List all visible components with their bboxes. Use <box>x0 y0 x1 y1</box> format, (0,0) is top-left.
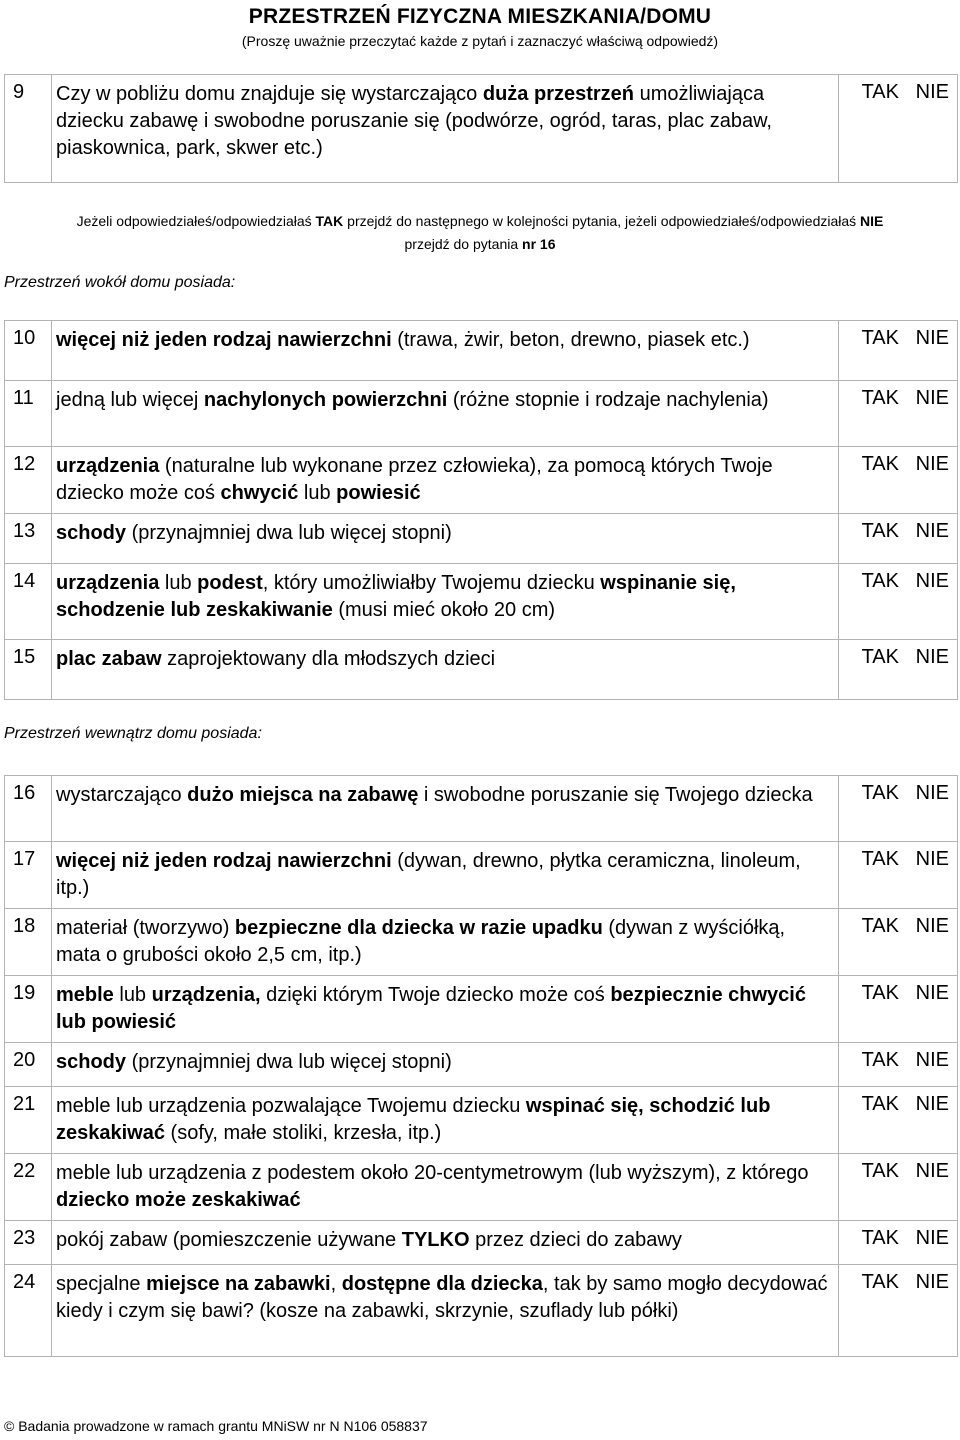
inside-questions-table <box>4 775 958 1357</box>
answer-yes[interactable]: TAK <box>861 782 899 804</box>
question-text-part: (dywan z wyściółką, mata o grubości około 2,5 cm, itp.) <box>56 917 786 966</box>
question-text-bold: schody <box>56 522 127 544</box>
answer-no[interactable]: NIE <box>915 915 949 937</box>
answer-no[interactable]: NIE <box>915 1271 949 1293</box>
page-title: PRZESTRZEŃ FIZYCZNA MIESZKANIA/DOMU <box>248 5 712 28</box>
page-subtitle: (Proszę uważnie przeczytać każde z pytań i zaznaczyć właściwą odpowiedź) <box>241 33 719 49</box>
question-number: 15 <box>5 640 52 700</box>
answer-options <box>839 909 958 976</box>
question-text-part: przez dzieci do zabawy <box>469 1229 682 1251</box>
question-text-bold: plac zabaw <box>56 648 162 670</box>
question-text <box>52 1087 839 1154</box>
question-9-table <box>4 74 958 183</box>
question-text <box>52 1043 839 1087</box>
question-text-part: wystarczająco <box>56 784 188 806</box>
question-row <box>5 1265 958 1357</box>
question-text <box>52 776 839 842</box>
question-text <box>52 447 839 514</box>
question-text <box>52 1221 839 1265</box>
answer-yes[interactable]: TAK <box>861 520 899 542</box>
question-text <box>52 514 839 564</box>
footer-copyright: © Badania prowadzone w ramach grantu MNiSW nr N N106 058837 <box>4 1418 428 1434</box>
answer-yes[interactable]: TAK <box>861 1271 899 1293</box>
answer-no[interactable]: NIE <box>915 453 949 475</box>
question-row <box>5 640 958 700</box>
question-text-bold: bezpiecznie chwycić lub powiesić <box>56 984 806 1033</box>
question-text-bold: dziecko może zeskakiwać <box>56 1189 301 1211</box>
answer-no[interactable]: NIE <box>915 646 949 668</box>
question-row <box>5 776 958 842</box>
question-text-part: jedną lub więcej <box>56 389 204 411</box>
question-text-bold: wspinanie się, schodzenie lub zeskakiwanie <box>56 572 736 621</box>
question-text-bold: urządzenia <box>56 455 160 477</box>
question-text-part: (sofy, małe stoliki, krzesła, itp.) <box>164 1122 442 1144</box>
answer-yes[interactable]: TAK <box>861 327 899 349</box>
answer-options <box>839 1043 958 1087</box>
question-text-part: (naturalne lub wykonane przez człowieka), za pomocą których Twoje dziecko może coś <box>56 455 773 504</box>
answer-no[interactable]: NIE <box>915 1227 949 1249</box>
question-text-part: lub <box>298 482 337 504</box>
outside-questions-table <box>4 320 958 700</box>
question-text-part: (przynajmniej dwa lub więcej stopni) <box>126 1051 452 1073</box>
question-number: 9 <box>5 75 52 183</box>
question-row <box>5 1087 958 1154</box>
question-number: 21 <box>5 1087 52 1154</box>
question-text-bold: wspinać się, schodzić lub zeskakiwać <box>56 1095 771 1144</box>
question-row <box>5 321 958 381</box>
answer-options <box>839 1087 958 1154</box>
answer-no[interactable]: NIE <box>915 848 949 870</box>
question-text-part: lub <box>113 984 152 1006</box>
question-text <box>52 909 839 976</box>
answer-yes[interactable]: TAK <box>861 387 899 409</box>
question-text-part: (musi mieć około 20 cm) <box>332 599 556 621</box>
answer-options <box>839 514 958 564</box>
answer-no[interactable]: NIE <box>915 782 949 804</box>
answer-options <box>839 75 958 183</box>
note-nie: NIE <box>860 213 884 229</box>
question-text <box>52 321 839 381</box>
question-row <box>5 381 958 447</box>
answer-options <box>839 976 958 1043</box>
question-row <box>5 1043 958 1087</box>
question-text-bold: schody <box>56 1051 127 1073</box>
question-text <box>52 381 839 447</box>
answer-options <box>839 640 958 700</box>
question-row <box>5 514 958 564</box>
answer-yes[interactable]: TAK <box>861 848 899 870</box>
question-number: 19 <box>5 976 52 1043</box>
question-text-part: umożliwiająca dziecku zabawę i swobodne poruszanie się (podwórze, ogród, taras, plac zabaw, piaskownica, park, skwer etc.) <box>56 83 772 159</box>
question-row <box>5 564 958 640</box>
question-text-bold: urządzenia, <box>151 984 261 1006</box>
question-text-bold: meble <box>56 984 114 1006</box>
question-number: 23 <box>5 1221 52 1265</box>
question-text-part: meble lub urządzenia z podestem około 20-centymetrowym (lub wyższym), z którego <box>56 1162 809 1184</box>
answer-yes[interactable]: TAK <box>861 1160 899 1182</box>
question-text-bold: bezpieczne dla dziecka w razie upadku <box>234 917 603 939</box>
question-text-part: (przynajmniej dwa lub więcej stopni) <box>126 522 452 544</box>
question-number: 13 <box>5 514 52 564</box>
note-text-1: Jeżeli odpowiedziałeś/odpowiedziałaś <box>76 213 316 229</box>
question-number: 18 <box>5 909 52 976</box>
question-text-part: dzięki którym Twoje dziecko może coś <box>260 984 611 1006</box>
question-text-part: (trawa, żwir, beton, drewno, piasek etc.) <box>391 329 750 351</box>
question-number: 17 <box>5 842 52 909</box>
question-text-part: (dywan, drewno, płytka ceramiczna, linoleum, itp.) <box>56 850 801 899</box>
question-text <box>52 842 839 909</box>
answer-no[interactable]: NIE <box>915 570 949 592</box>
question-text-bold: urządzenia <box>56 572 160 594</box>
question-row <box>5 842 958 909</box>
question-text-part: , tak by samo mogło decydować kiedy i czym się bawi? (kosze na zabawki, skrzynie, szuflady lub półki) <box>56 1273 828 1322</box>
note-tak: TAK <box>315 213 344 229</box>
question-row <box>5 1154 958 1221</box>
question-number: 22 <box>5 1154 52 1221</box>
answer-no[interactable]: NIE <box>915 520 949 542</box>
question-text-part: (różne stopnie i rodzaje nachylenia) <box>447 389 769 411</box>
answer-no[interactable]: NIE <box>915 387 949 409</box>
section-outside-heading: Przestrzeń wokół domu posiada: <box>4 274 236 291</box>
question-row <box>5 976 958 1043</box>
answer-yes[interactable]: TAK <box>861 81 899 103</box>
question-text <box>52 976 839 1043</box>
answer-options <box>839 776 958 842</box>
answer-options <box>839 321 958 381</box>
answer-no[interactable]: NIE <box>915 81 949 103</box>
question-row <box>5 1221 958 1265</box>
answer-no[interactable]: NIE <box>915 982 949 1004</box>
question-text <box>52 1265 839 1357</box>
answer-yes[interactable]: TAK <box>861 915 899 937</box>
question-text-part: , który umożliwiałby Twojemu dziecku <box>262 572 601 594</box>
answer-options <box>839 842 958 909</box>
note-question-number: nr 16 <box>522 236 556 252</box>
question-number: 12 <box>5 447 52 514</box>
answer-options <box>839 1154 958 1221</box>
question-text-bold: chwycić <box>220 482 299 504</box>
question-text <box>52 564 839 640</box>
question-text-bold: powiesić <box>336 482 421 504</box>
question-text-bold: podest <box>197 572 263 594</box>
question-row <box>5 75 958 183</box>
answer-yes[interactable]: TAK <box>861 1049 899 1071</box>
question-text-bold: więcej niż jeden rodzaj nawierzchni <box>56 329 392 351</box>
question-text-part: specjalne <box>56 1273 147 1295</box>
question-text-bold: nachylonych powierzchni <box>203 389 448 411</box>
question-text-bold: dużo miejsca na zabawę <box>187 784 419 806</box>
question-text-part: materiał (tworzywo) <box>56 917 235 939</box>
answer-yes[interactable]: TAK <box>861 1093 899 1115</box>
answer-yes[interactable]: TAK <box>861 1227 899 1249</box>
question-number: 20 <box>5 1043 52 1087</box>
question-number: 11 <box>5 381 52 447</box>
question-text <box>52 1154 839 1221</box>
answer-options <box>839 447 958 514</box>
question-text-bold: dostępne dla dziecka <box>341 1273 543 1295</box>
answer-options <box>839 1221 958 1265</box>
question-text <box>52 640 839 700</box>
answer-yes[interactable]: TAK <box>861 453 899 475</box>
question-text-part: Czy w pobliżu domu znajduje się wystarczająco <box>56 83 483 105</box>
question-text-part: pokój zabaw (pomieszczenie używane <box>56 1229 402 1251</box>
answer-options <box>839 564 958 640</box>
question-row <box>5 909 958 976</box>
answer-no[interactable]: NIE <box>915 1049 949 1071</box>
answer-no[interactable]: NIE <box>915 327 949 349</box>
answer-yes[interactable]: TAK <box>861 982 899 1004</box>
answer-no[interactable]: NIE <box>915 1160 949 1182</box>
question-number: 10 <box>5 321 52 381</box>
question-text-part: i swobodne poruszanie się Twojego dziecka <box>418 784 813 806</box>
question-number: 14 <box>5 564 52 640</box>
answer-yes[interactable]: TAK <box>861 646 899 668</box>
question-number: 16 <box>5 776 52 842</box>
section-inside-heading: Przestrzeń wewnątrz domu posiada: <box>4 725 262 742</box>
note-text-3: przejdź do pytania <box>404 236 523 252</box>
question-text-part: , <box>330 1273 342 1295</box>
answer-yes[interactable]: TAK <box>861 570 899 592</box>
answer-options <box>839 381 958 447</box>
question-text-bold: miejsce na zabawki <box>146 1273 331 1295</box>
question-text <box>52 75 839 183</box>
question-text-part: zaprojektowany dla młodszych dzieci <box>161 648 496 670</box>
note-text-2: przejdź do następnego w kolejności pytania, jeżeli odpowiedziałeś/odpowiedziałaś <box>343 213 861 229</box>
question-text-part: lub <box>159 572 198 594</box>
answer-no[interactable]: NIE <box>915 1093 949 1115</box>
question-text-part: meble lub urządzenia pozwalające Twojemu dziecku <box>56 1095 526 1117</box>
question-text-bold: więcej niż jeden rodzaj nawierzchni <box>56 850 392 872</box>
question-text-bold: TYLKO <box>401 1229 470 1251</box>
question-text-bold: duża przestrzeń <box>482 83 635 105</box>
question-number: 24 <box>5 1265 52 1357</box>
skip-instruction <box>0 210 960 256</box>
question-row <box>5 447 958 514</box>
answer-options <box>839 1265 958 1357</box>
